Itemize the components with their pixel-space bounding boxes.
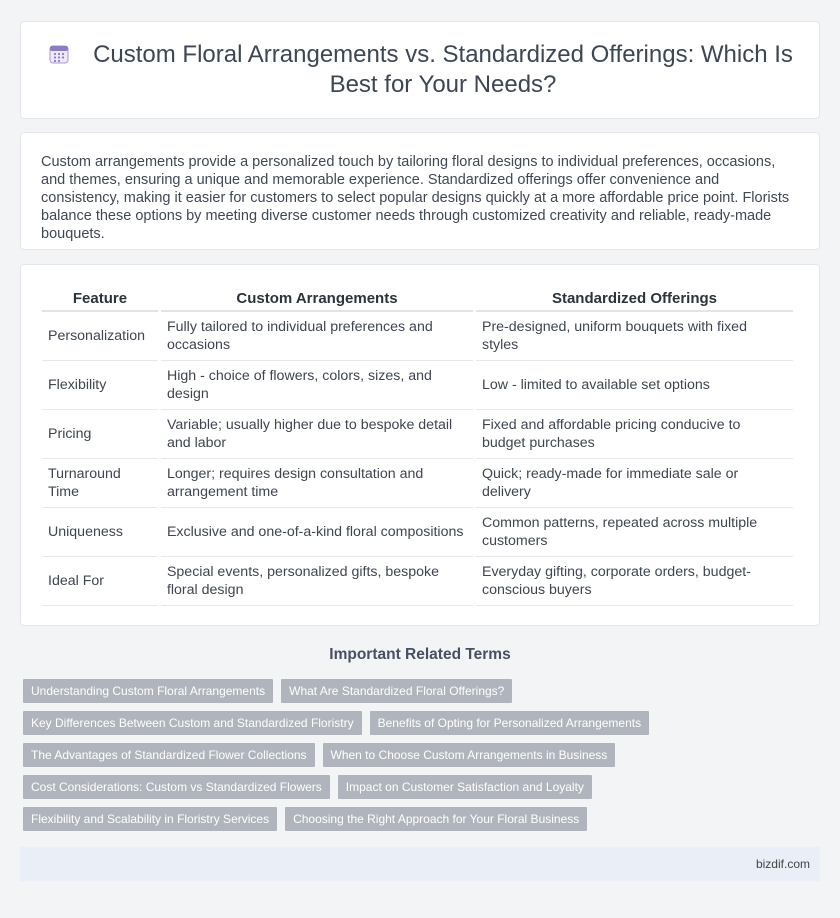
feature-cell: Flexibility — [42, 361, 158, 410]
custom-cell: Longer; requires design consultation and arrangement time — [161, 459, 473, 508]
related-term-link[interactable]: Choosing the Right Approach for Your Floral Business — [285, 807, 587, 831]
table-row — [42, 312, 793, 361]
standardized-cell: Quick; ready-made for immediate sale or delivery — [476, 459, 793, 508]
standardized-cell: Fixed and affordable pricing conducive to budget purchases — [476, 410, 793, 459]
related-term-link[interactable]: Benefits of Opting for Personalized Arrangements — [370, 711, 649, 735]
standardized-cell: Low - limited to available set options — [476, 361, 793, 410]
standardized-cell: Common patterns, repeated across multiple customers — [476, 508, 793, 557]
related-term-link[interactable]: Cost Considerations: Custom vs Standardized Flowers — [23, 775, 330, 799]
footer — [20, 847, 820, 881]
tag-row — [23, 743, 823, 767]
comparison-card — [20, 264, 820, 626]
header-custom: Custom Arrangements — [161, 287, 473, 312]
table-row — [42, 557, 793, 606]
title-card — [20, 21, 820, 119]
tag-row — [23, 679, 823, 703]
table-row — [42, 459, 793, 508]
custom-cell: Fully tailored to individual preferences and occasions — [161, 312, 473, 361]
feature-cell: Turnaround Time — [42, 459, 158, 508]
table-header-row — [42, 287, 793, 312]
feature-cell: Pricing — [42, 410, 158, 459]
tag-row — [23, 711, 823, 735]
custom-cell: Exclusive and one-of-a-kind floral compositions — [161, 508, 473, 557]
feature-cell: Ideal For — [42, 557, 158, 606]
standardized-cell: Pre-designed, uniform bouquets with fixed styles — [476, 312, 793, 361]
site-link[interactable]: bizdif.com — [755, 857, 810, 871]
standardized-cell: Everyday gifting, corporate orders, budget-conscious buyers — [476, 557, 793, 606]
related-term-link[interactable]: Key Differences Between Custom and Standardized Floristry — [23, 711, 362, 735]
custom-cell: Variable; usually higher due to bespoke detail and labor — [161, 410, 473, 459]
related-term-link[interactable]: What Are Standardized Floral Offerings? — [281, 679, 512, 703]
page-title: Custom Floral Arrangements vs. Standardized Offerings: Which Is Best for Your Needs? — [93, 41, 793, 98]
custom-cell: High - choice of flowers, colors, sizes, and design — [161, 361, 473, 410]
related-term-link[interactable]: Understanding Custom Floral Arrangements — [23, 679, 273, 703]
intro-paragraph: Custom arrangements provide a personalized touch by tailoring floral designs to individual preferences, occasions, and themes, ensuring a unique and memorable experience. Standardized offerings offer convenience and consistency, making it easier for customers to select popular designs quickly at a more affordable price point. Florists balance these options by meeting diverse customer needs through customized creativity and reliable, ready-made bouquets. — [41, 154, 790, 242]
custom-cell: Special events, personalized gifts, bespoke floral design — [161, 557, 473, 606]
feature-cell: Uniqueness — [42, 508, 158, 557]
related-term-link[interactable]: The Advantages of Standardized Flower Collections — [23, 743, 315, 767]
header-feature: Feature — [42, 287, 158, 312]
table-row — [42, 410, 793, 459]
table-row — [42, 508, 793, 557]
related-terms-title: Important Related Terms — [329, 646, 511, 663]
related-term-link[interactable]: Impact on Customer Satisfaction and Loyalty — [338, 775, 592, 799]
table-row — [42, 361, 793, 410]
related-terms-list — [23, 679, 823, 831]
tag-row — [23, 807, 823, 831]
tag-row — [23, 775, 823, 799]
related-term-link[interactable]: When to Choose Custom Arrangements in Business — [323, 743, 616, 767]
header-standardized: Standardized Offerings — [476, 287, 793, 312]
related-term-link[interactable]: Flexibility and Scalability in Floristry Services — [23, 807, 277, 831]
intro-card — [20, 132, 820, 250]
feature-cell: Personalization — [42, 312, 158, 361]
calendar-icon — [47, 42, 71, 66]
comparison-table — [39, 287, 796, 606]
